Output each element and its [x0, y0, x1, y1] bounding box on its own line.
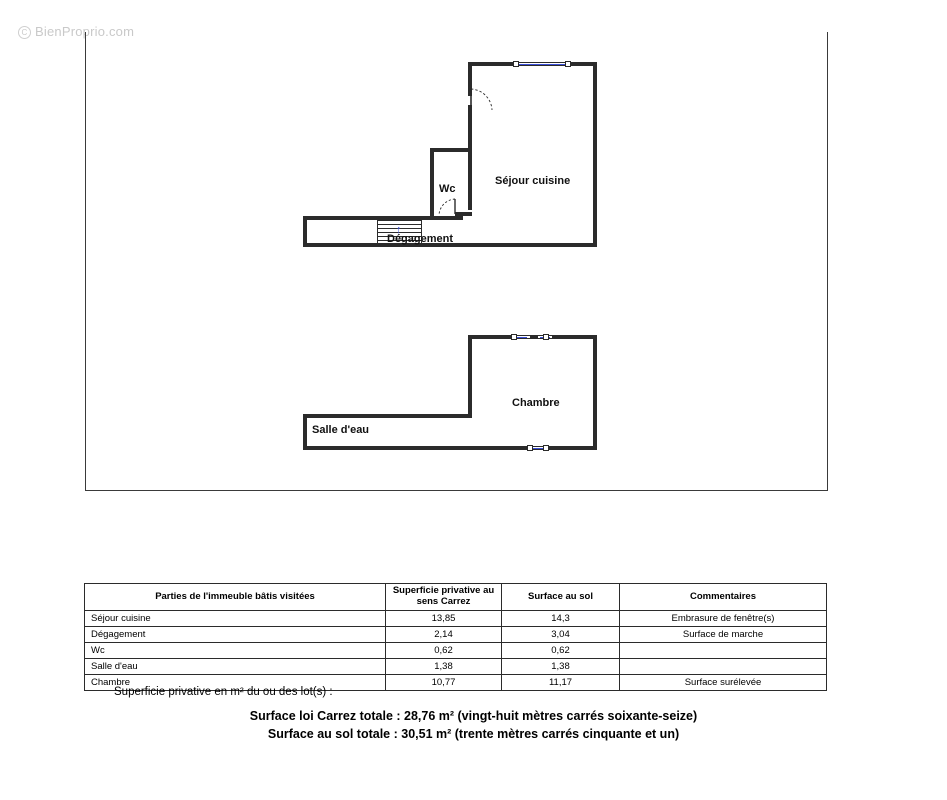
cell-room-name: Dégagement: [85, 627, 386, 643]
cell-carrez: 2,14: [386, 627, 502, 643]
wall-chambre-bottom-right: [548, 446, 597, 450]
cell-carrez: 0,62: [386, 643, 502, 659]
cell-room-name: Salle d'eau: [85, 659, 386, 675]
cell-room-name: Chambre: [85, 675, 386, 691]
wall-chambre-top-right: [552, 335, 597, 339]
cell-room-name: Séjour cuisine: [85, 611, 386, 627]
header-commentaires: Commentaires: [620, 584, 827, 611]
stair-direction-arrow: ↑: [396, 224, 402, 236]
wall-chambre-right: [593, 335, 597, 450]
room-label-chambre: Chambre: [512, 397, 560, 409]
cell-carrez: 13,85: [386, 611, 502, 627]
room-label-wc: Wc: [439, 183, 456, 195]
window-node: [543, 334, 549, 340]
total-sol: Surface au sol totale : 30,51 m² (trente mètres carrés cinquante et un): [267, 727, 680, 742]
cell-comment: [620, 643, 827, 659]
header-parties: Parties de l'immeuble bâtis visitées: [85, 584, 386, 611]
wall-chambre-left: [468, 335, 472, 418]
surface-table-wrapper: [84, 583, 826, 691]
header-carrez: Superficie privative au sens Carrez: [386, 584, 502, 611]
room-label-degagement: Dégagement: [387, 233, 454, 245]
wall-sejour-right: [593, 62, 597, 247]
table-row: [85, 627, 827, 643]
cell-room-name: Wc: [85, 643, 386, 659]
cell-comment: Embrasure de fenêtre(s): [620, 611, 827, 627]
cell-sol: 1,38: [502, 659, 620, 675]
table-row: [85, 611, 827, 627]
cell-carrez: 1,38: [386, 659, 502, 675]
stair-side-left: [377, 217, 378, 243]
door-arc-wc: [437, 198, 457, 218]
surface-table: [84, 583, 827, 691]
wall-wc-top: [430, 148, 472, 152]
watermark-text: BienProprio.com: [35, 24, 135, 39]
cell-comment: Surface surélevée: [620, 675, 827, 691]
cell-comment: [620, 659, 827, 675]
table-row: [85, 643, 827, 659]
cell-sol: 11,17: [502, 675, 620, 691]
cell-sol: 14,3: [502, 611, 620, 627]
wall-chambre-bottom-left: [303, 446, 528, 450]
copyright-icon: C: [18, 26, 31, 39]
totals-block: [0, 707, 947, 743]
total-carrez: Surface loi Carrez totale : 28,76 m² (vingt-huit mètres carrés soixante-seize): [249, 709, 698, 723]
stair-tread: [377, 220, 421, 221]
room-label-sejour-cuisine: Séjour cuisine: [495, 175, 571, 187]
header-surface-sol: Surface au sol: [502, 584, 620, 611]
wall-degagement-left: [303, 216, 307, 247]
superficie-note: Superficie privative en m² du ou des lot(s) :: [114, 686, 333, 698]
cell-comment: Surface de marche: [620, 627, 827, 643]
window-node: [513, 61, 519, 67]
wall-salle-eau-left: [303, 414, 307, 450]
table-header-row: [85, 584, 827, 611]
wall-wc-right: [468, 150, 472, 210]
wall-degagement-top-right: [433, 216, 463, 220]
window-sejour-top-glazing: [517, 64, 567, 66]
room-label-salle-eau: Salle d'eau: [312, 424, 370, 436]
window-node: [511, 334, 517, 340]
wall-chambre-top-mid: [530, 335, 538, 339]
wall-salle-eau-top: [303, 414, 472, 418]
wall-sejour-top-left: [468, 62, 513, 66]
wall-chambre-top-left: [468, 335, 512, 339]
cell-carrez: 10,77: [386, 675, 502, 691]
window-node: [543, 445, 549, 451]
cell-sol: 0,62: [502, 643, 620, 659]
table-row: [85, 659, 827, 675]
door-arc-entry: [468, 88, 494, 114]
cell-sol: 3,04: [502, 627, 620, 643]
wall-wc-left: [430, 148, 434, 216]
